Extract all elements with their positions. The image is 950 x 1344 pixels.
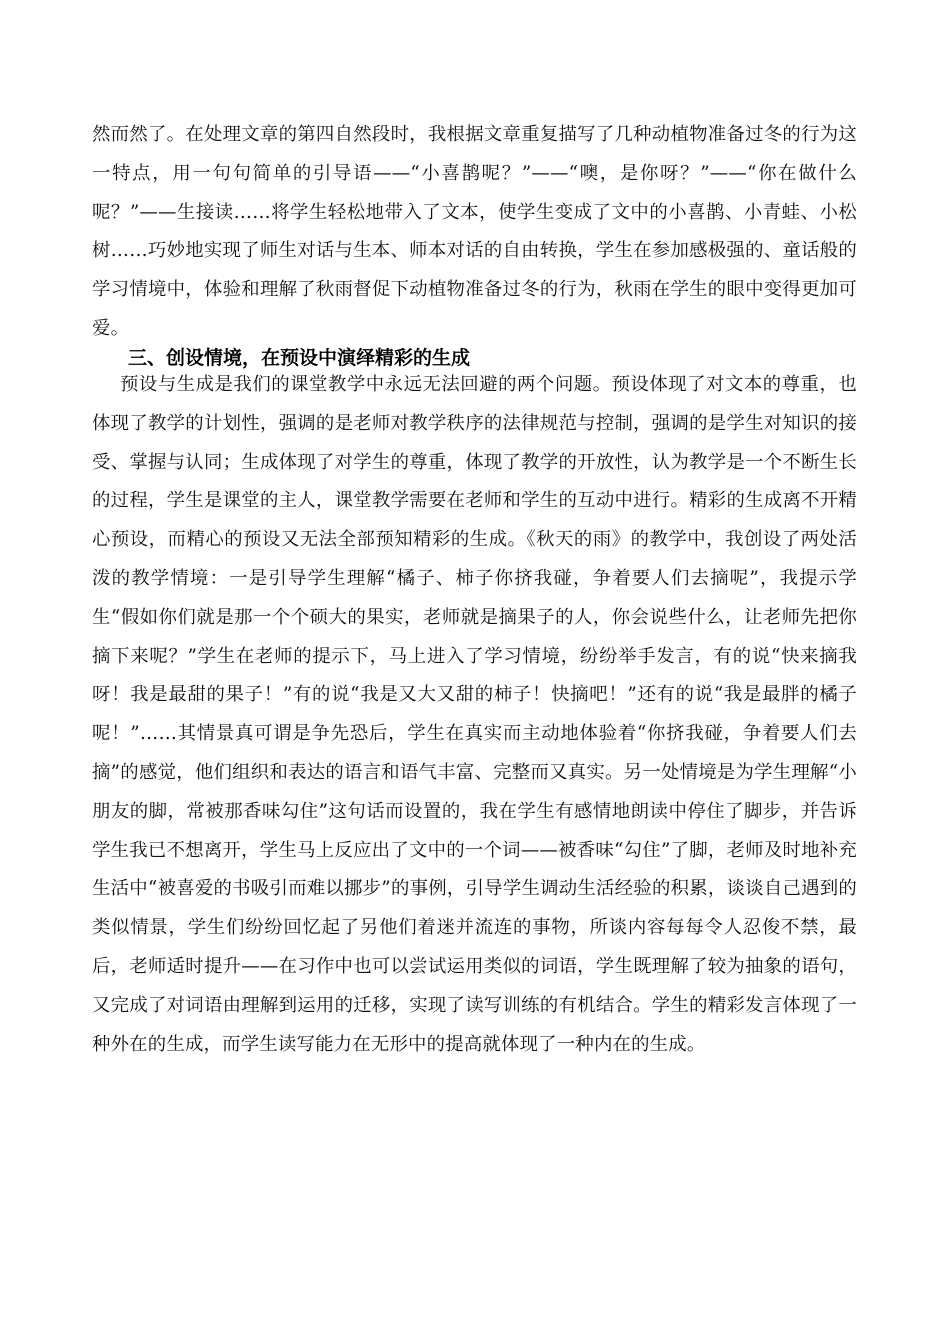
paragraph-2: 预设与生成是我们的课堂教学中永远无法回避的两个问题。预设体现了对文本的尊重，也体现了教学的计划性，强调的是老师对教学秩序的法律规范与控制，强调的是学生对知识的接受、掌握与认同；生成体现了对学生的尊重，体现了教学的开放性，认为教学是一个不断生长的过程，学生是课堂的主人，课堂教学需要在老师和学生的互动中进行。精彩的生成离不开精心预设，而精心的预设又无法全部预知精彩的生成。《秋天的雨》的教学中，我创设了两处活泼的教学情境：一是引导学生理解“橘子、柿子你挤我碰，争着要人们去摘呢”，我提示学生“假如你们就是那一个个硕大的果实，老师就是摘果子的人，你会说些什么，让老师先把你摘下来呢？”学生在老师的提示下，马上进入了学习情境，纷纷举手发言，有的说“快来摘我呀！我是最甜的果子！”有的说“我是又大又甜的柿子！快摘吧！”还有的说“我是最胖的橘子呢！”……其情景真可谓是争先恐后，学生在真实而主动地体验着“你挤我碰，争着要人们去摘”的感觉，他们组织和表达的语言和语气丰富、完整而又真实。另一处情境是为学生理解“小朋友的脚，常被那香味勾住”这句话而设置的，我在学生有感情地朗读中停住了脚步，并告诉学生我已不想离开，学生马上反应出了文中的一个词——被香味“勾住”了脚，老师及时地补充生活中“被喜爱的书吸引而难以挪步”的事例，引导学生调动生活经验的积累，谈谈自己遇到的类似情景，学生们纷纷回忆起了另他们着迷并流连的事物，所谈内容每每令人忍俊不禁，最后，老师适时提升——在习作中也可以尝试运用类似的词语，学生既理解了较为抽象的语句，又完成了对词语由理解到运用的迁移，实现了读写训练的有机结合。学生的精彩发言体现了一种外在的生成，而学生读写能力在无形中的提高就体现了一种内在的生成。 xyxy=(92,374,857,1055)
section-heading: 三、创设情境，在预设中演绎精彩的生成 xyxy=(128,347,471,369)
paragraph-1: 然而然了。在处理文章的第四自然段时，我根据文章重复描写了几种动植物准备过冬的行为这一特点，用一句句简单的引导语——“小喜鹊呢？”——“噢，是你呀？”——“你在做什么呢？”——生接读……将学生轻松地带入了文本，使学生变成了文中的小喜鹊、小青蛙、小松树……巧妙地实现了师生对话与生本、师本对话的自由转换，学生在参加感极强的、童话般的学习情境中，体验和理解了秋雨督促下动植物准备过冬的行为，秋雨在学生的眼中变得更加可爱。 xyxy=(92,124,857,339)
